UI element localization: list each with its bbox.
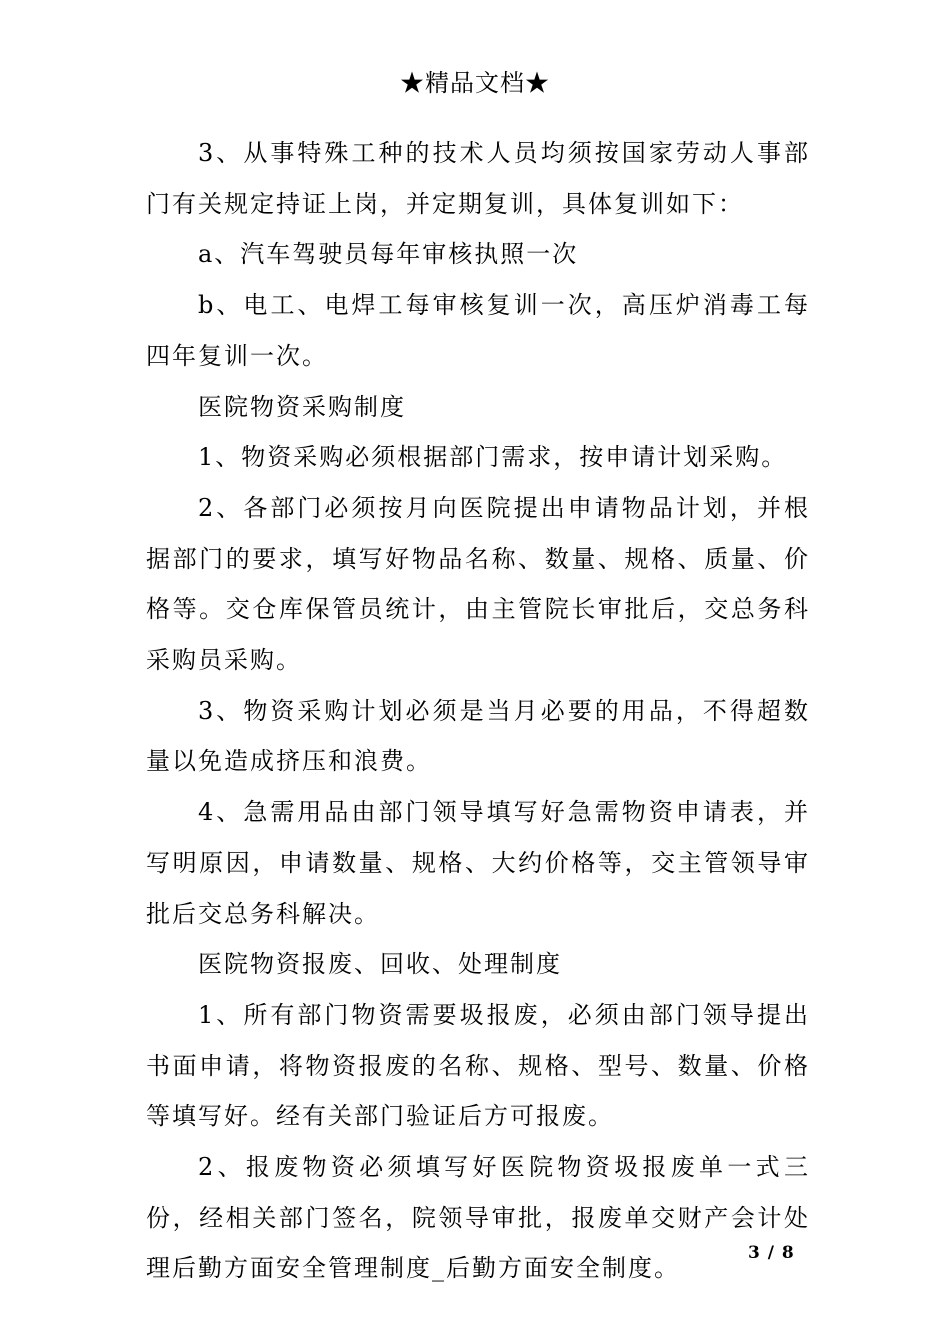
paragraph: 4、急需用品由部门领导填写好急需物资申请表，并写明原因，申请数量、规格、大约价格等，交主管领导审批后交总务科解决。 [146,798,810,928]
paragraph: 3、从事特殊工种的技术人员均须按国家劳动人事部门有关规定持证上岗，并定期复训，具体复训如下： [146,139,810,218]
paragraph: 3、物资采购计划必须是当月必要的用品，不得超数量以免造成挤压和浪费。 [146,696,810,776]
paragraph: a、汽车驾驶员每年审核执照一次 [198,240,579,269]
page-number: 3 / 8 [748,1243,795,1263]
paragraph: 2、报废物资必须填写好医院物资圾报废单一式三份，经相关部门签名，院领导审批，报废单交财产会计处理后勤方面安全管理制度_后勤方面安全制度。 [146,1153,810,1283]
section-heading: 医院物资报废、回收、处理制度 [198,950,562,979]
page-header: ★精品文档★ [400,69,550,97]
section-heading: 医院物资采购制度 [198,392,406,421]
paragraph: 1、所有部门物资需要圾报废，必须由部门领导提出书面申请，将物资报废的名称、规格、型号、数量、价格等填写好。经有关部门验证后方可报废。 [146,1000,810,1131]
paragraph: 1、物资采购必须根据部门需求，按申请计划采购。 [198,443,788,472]
paragraph: 2、各部门必须按月向医院提出申请物品计划，并根据部门的要求，填写好物品名称、数量、规格、质量、价格等。交仓库保管员统计，由主管院长审批后，交总务科采购员采购。 [146,493,810,675]
document-body [146,128,810,1294]
paragraph: b、电工、电焊工每审核复训一次，高压炉消毒工每四年复训一次。 [146,291,810,370]
